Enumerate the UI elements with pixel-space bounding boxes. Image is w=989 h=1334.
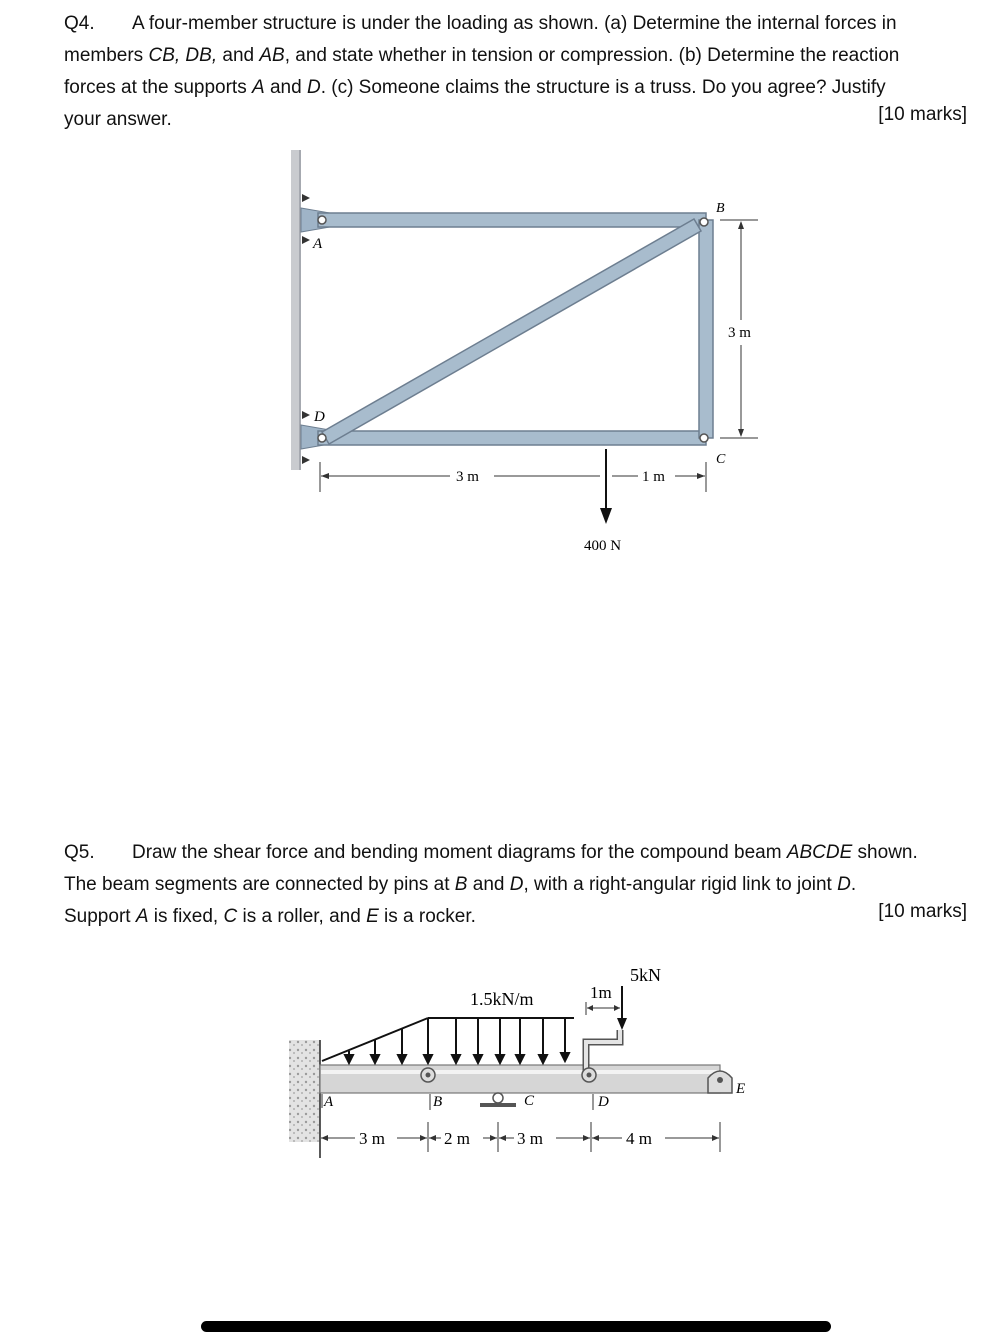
q5-text-seg: shown. [852, 842, 918, 863]
q5-dim-link-arrow-r [614, 1005, 620, 1011]
q5-text-seg: . [850, 874, 857, 895]
q5-label-b: B [433, 1094, 443, 1110]
q5-dim-bc: 2 m [444, 1129, 470, 1148]
q4-dim-3m-vertical: 3 m [728, 325, 751, 341]
q4-text-seg: your answer. [64, 109, 172, 130]
q5-text-seg: is fixed, [148, 906, 224, 927]
q5-pin-d-ref: D [509, 874, 524, 895]
q5-dim-cd: 3 m [517, 1129, 543, 1148]
q5-dim-arrow-a [321, 1135, 328, 1141]
q4-member-ab: AB [259, 45, 285, 66]
q5-dim-arrow-d-l [583, 1135, 590, 1141]
q5-pin-b-core [426, 1073, 431, 1078]
q5-label-e: E [736, 1081, 746, 1097]
q5-support-a-ref: A [135, 906, 149, 927]
q4-dim-3m: 3 m [456, 469, 479, 485]
q4-support-d: D [306, 77, 321, 98]
q5-load-arrowhead-9 [539, 1055, 547, 1063]
q5-text-seg: is a roller, and [237, 906, 367, 927]
q5-dim-arrow-b-l [420, 1135, 427, 1141]
q5-dim-link-arrow-l [587, 1005, 593, 1011]
q5-load-arrowhead-1 [345, 1055, 353, 1063]
q5-load-arrowhead-5 [452, 1055, 460, 1063]
q5-marks: [10 marks] [878, 901, 967, 922]
q4-marks: [10 marks] [878, 104, 967, 125]
q5-point-load-arrow-icon [617, 1018, 627, 1030]
q4-text-seg: . (c) Someone claims the structure is a truss. Do you agree? Justify [320, 77, 886, 98]
q4-load-label: 400 N [584, 538, 622, 554]
q5-dim-arrow-d-r [592, 1135, 599, 1141]
q5-load-region [322, 1018, 574, 1063]
q5-text-seg: Support [64, 906, 136, 927]
q4-members-cb-db: CB, DB, [148, 45, 218, 66]
q5-dim-de: 4 m [626, 1129, 652, 1148]
q5-load-arrowhead-8 [516, 1055, 524, 1063]
q5-load-arrows [345, 1018, 569, 1063]
q5-text-seg: is a rocker. [378, 906, 476, 927]
q5-support-c-ref: C [223, 906, 238, 927]
q5-text-seg: , with a right-angular rigid link to joint [523, 874, 838, 895]
q4-label-b: B [716, 201, 725, 216]
q5-dim-link-label: 1m [590, 983, 612, 1002]
q5-roller-c-base [480, 1103, 516, 1107]
q5-number: Q5. [64, 842, 95, 863]
q5-pin-b-ref: B [454, 874, 468, 895]
q5-text-seg: and [467, 874, 510, 895]
q4-text-seg: and [217, 45, 260, 66]
q4-text-seg: and [264, 77, 307, 98]
q5-pin-d-core [587, 1073, 592, 1078]
q5-support-e-ref: E [366, 906, 379, 927]
q5-load-arrowhead-2 [371, 1055, 379, 1063]
q5-dim-ab: 3 m [359, 1129, 385, 1148]
q5-label-a: A [324, 1094, 334, 1110]
q4-text-seg: members [64, 45, 149, 66]
q4-text-seg: forces at the supports [64, 77, 252, 98]
q4-line-1-text: A four-member structure is under the loading as shown. (a) Determine the internal forces in [132, 13, 897, 34]
q5-text-seg: The beam segments are connected by pins at [64, 874, 455, 895]
q5-dim-arrow-e [712, 1135, 719, 1141]
q4-support-a: A [252, 77, 265, 98]
q4-label-d: D [314, 409, 325, 425]
q4-label-a: A [313, 236, 323, 252]
q5-label-c: C [524, 1093, 535, 1109]
q5-load-arrowhead-4 [424, 1055, 432, 1063]
q5-fixed-wall [289, 1040, 320, 1142]
q5-joint-d-ref: D [837, 874, 851, 895]
q5-rocker-e-pin [717, 1077, 723, 1083]
q5-load-arrowhead-7 [496, 1055, 504, 1063]
q5-distributed-load-label: 1.5kN/m [470, 989, 534, 1009]
q5-point-load-label: 5kN [630, 965, 661, 985]
q5-dim-arrow-b-r [429, 1135, 436, 1141]
q5-dim-arrow-c-l [490, 1135, 497, 1141]
q5-label-d: D [598, 1094, 609, 1110]
q4-text-seg: , and state whether in tension or compression. (b) Determine the reaction [284, 45, 900, 66]
q5-load-arrowhead-3 [398, 1055, 406, 1063]
q5-load-arrowhead-6 [474, 1055, 482, 1063]
q4-dim-1m: 1 m [642, 469, 665, 485]
q4-label-c: C [716, 452, 726, 467]
q4-number: Q4. [64, 13, 95, 34]
q5-roller-c [493, 1093, 503, 1103]
home-indicator[interactable] [201, 1321, 831, 1332]
q5-beam-name: ABCDE [786, 842, 853, 863]
q5-load-arrowhead-10 [561, 1053, 569, 1061]
q5-beam [320, 1065, 720, 1093]
q5-text-seg: Draw the shear force and bending moment diagrams for the compound beam [132, 842, 787, 863]
q5-dim-arrow-c-r [499, 1135, 506, 1141]
